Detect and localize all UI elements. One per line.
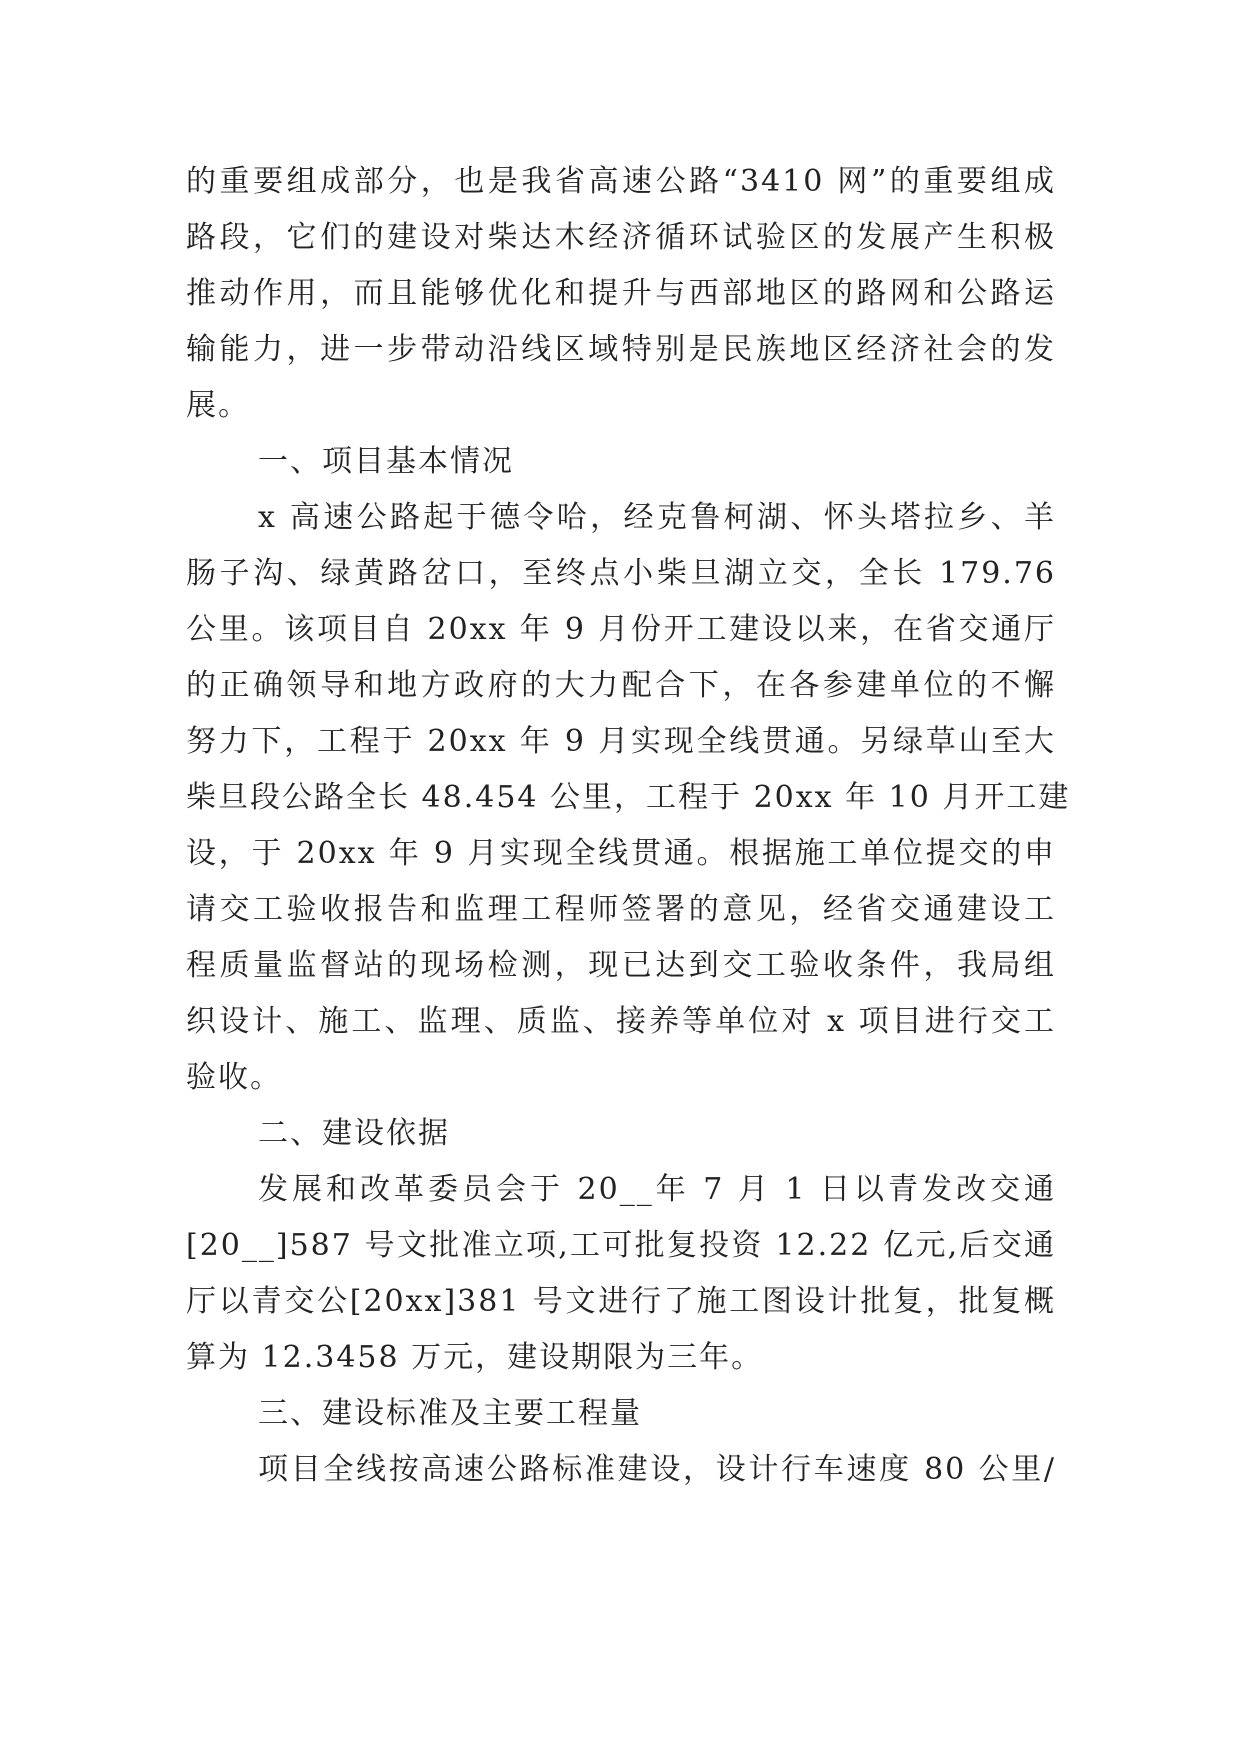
paragraph-line: [20__]587 号文批准立项,工可批复投资 12.22 亿元,后交通	[186, 1228, 1056, 1263]
paragraph-line: 推动作用，而且能够优化和提升与西部地区的路网和公路运	[186, 276, 1056, 311]
paragraph-line: 努力下，工程于 20xx 年 9 月实现全线贯通。另绿草山至大	[186, 724, 1056, 759]
paragraph-line: 展。	[186, 388, 250, 423]
paragraph-line: 验收。	[186, 1060, 282, 1095]
paragraph-line: 输能力，进一步带动沿线区域特别是民族地区经济社会的发	[186, 332, 1056, 367]
section-heading-1: 一、项目基本情况	[258, 444, 514, 479]
paragraph-line: x 高速公路起于德令哈，经克鲁柯湖、怀头塔拉乡、羊	[258, 500, 1056, 535]
paragraph-line: 路段，它们的建设对柴达木经济循环试验区的发展产生积极	[186, 220, 1056, 255]
paragraph-line: 柴旦段公路全长 48.454 公里，工程于 20xx 年 10 月开工建	[186, 780, 1071, 815]
paragraph-line: 设，于 20xx 年 9 月实现全线贯通。根据施工单位提交的申	[186, 836, 1056, 871]
paragraph-line: 请交工验收报告和监理工程师签署的意见，经省交通建设工	[186, 892, 1056, 927]
paragraph-line: 发展和改革委员会于 20__年 7 月 1 日以青发改交通	[258, 1172, 1056, 1207]
document-body	[186, 154, 1071, 1498]
paragraph-line: 织设计、施工、监理、质监、接养等单位对 x 项目进行交工	[186, 1004, 1056, 1039]
section-heading-2: 二、建设依据	[258, 1116, 450, 1151]
paragraph-line: 厅以青交公[20xx]381 号文进行了施工图设计批复，批复概	[186, 1284, 1056, 1319]
paragraph-line: 的正确领导和地方政府的大力配合下，在各参建单位的不懈	[186, 668, 1056, 703]
paragraph-line: 公里。该项目自 20xx 年 9 月份开工建设以来，在省交通厅	[186, 612, 1056, 647]
paragraph-line: 算为 12.3458 万元，建设期限为三年。	[186, 1340, 764, 1375]
paragraph-line: 项目全线按高速公路标准建设，设计行车速度 80 公里/	[258, 1452, 1056, 1487]
paragraph-line: 程质量监督站的现场检测，现已达到交工验收条件，我局组	[186, 948, 1056, 983]
section-heading-3: 三、建设标准及主要工程量	[258, 1396, 642, 1431]
paragraph-line: 的重要组成部分，也是我省高速公路“3410 网”的重要组成	[186, 164, 1056, 199]
paragraph-line: 肠子沟、绿黄路岔口，至终点小柴旦湖立交，全长 179.76	[186, 556, 1056, 591]
